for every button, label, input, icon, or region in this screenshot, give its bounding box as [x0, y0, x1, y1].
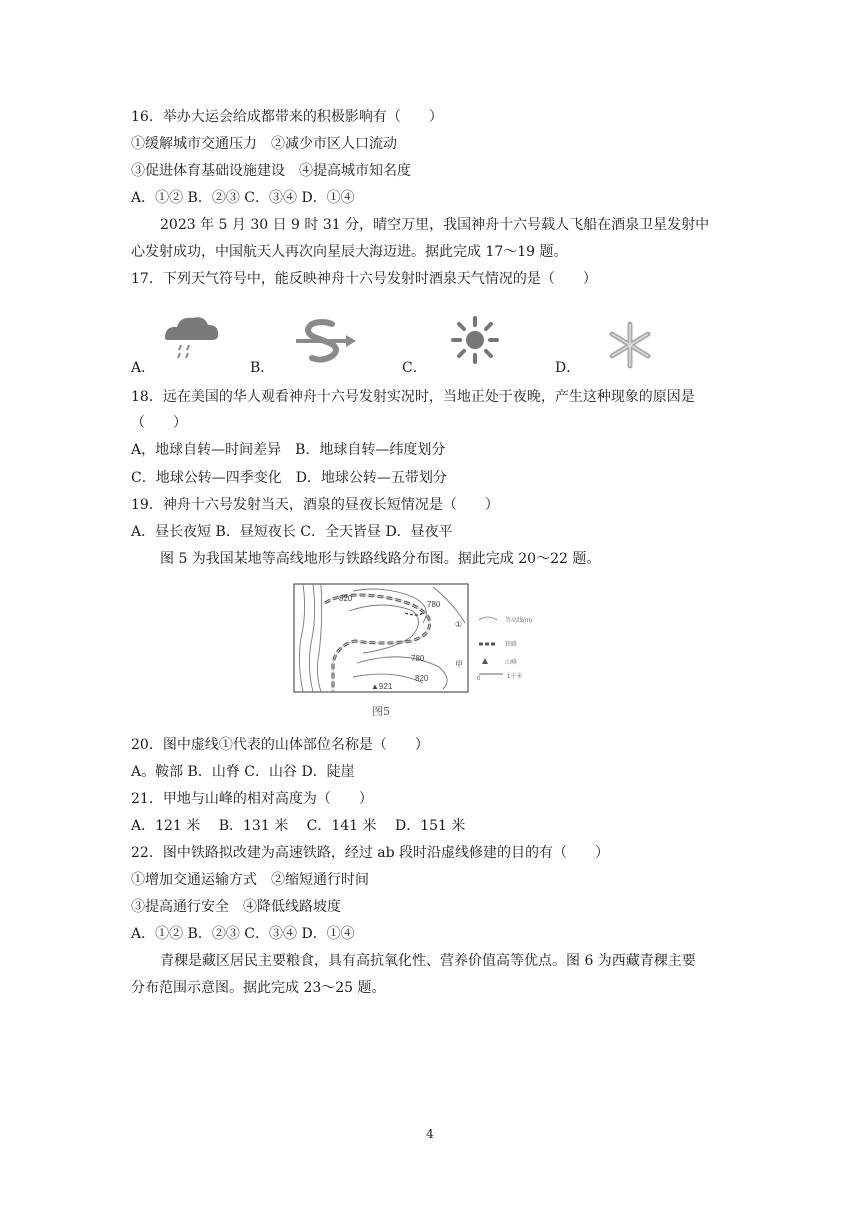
- contour-map-figure: [293, 583, 469, 693]
- passage-line: 青稞是藏区居民主要粮食，具有高抗氧化性、营养价值高等优点。图 6 为西藏青稞主要: [160, 953, 696, 969]
- marker-label: ①: [455, 620, 463, 629]
- legend-contour: 等高线(m): [505, 618, 532, 624]
- option-label-d: D．: [555, 360, 581, 376]
- q16-option-line: ③促进体育基础设施建设 ④提高城市知名度: [131, 163, 411, 179]
- legend-scale: 1千米: [507, 674, 523, 680]
- contour-label: 820: [339, 594, 353, 603]
- option-label-b: B．: [250, 360, 275, 376]
- q16-option-line: ①缓解城市交通压力 ②减少市区人口流动: [131, 136, 397, 152]
- rain-cloud-icon: [160, 313, 222, 363]
- legend-rail: 铁路: [505, 642, 518, 648]
- q16-choices: A．①② B．②③ C．③④ D．①④: [131, 190, 355, 206]
- q22-choices: A．①② B．②③ C．③④ D．①④: [131, 926, 355, 942]
- q21-stem: 21．甲地与山峰的相对高度为（ ）: [131, 791, 373, 807]
- passage-line: 心发射成功，中国航天人再次向星辰大海迈进。据此完成 17～19 题。: [131, 244, 568, 260]
- q18-option-line: C．地球公转—四季变化 D．地球公转—五带划分: [131, 470, 447, 486]
- option-label-a: A．: [131, 360, 156, 376]
- typhoon-icon: [292, 318, 358, 366]
- jia-label: 甲: [455, 660, 463, 669]
- q22-option-line: ①增加交通运输方式 ②缩短通行时间: [131, 872, 369, 888]
- q18-stem: 18．远在美国的华人观看神舟十六号发射实况时，当地正处于夜晚，产生这种现象的原因是: [131, 389, 695, 405]
- legend-peak: 山峰: [505, 660, 518, 666]
- option-label-c: C．: [402, 360, 427, 376]
- passage-line: 2023 年 5 月 30 日 9 时 31 分，晴空万里，我国神舟十六号载人飞船在酒泉卫星发射中: [160, 217, 710, 233]
- passage-contour: 图 5 为我国某地等高线地形与铁路线路分布图。据此完成 20～22 题。: [160, 551, 601, 567]
- q21-choices: A．121 米 B．131 米 C．141 米 D．151 米: [131, 818, 466, 834]
- passage-line: 分布范围示意图。据此完成 23～25 题。: [131, 980, 386, 996]
- contour-label: 780: [411, 654, 425, 663]
- figure-caption: 图5: [372, 705, 390, 718]
- contour-label: 820: [415, 674, 429, 683]
- q20-stem: 20．图中虚线①代表的山体部位名称是（ ）: [131, 737, 429, 753]
- q16-stem: 16．举办大运会给成都带来的积极影响有（ ）: [131, 109, 443, 125]
- peak-label: ▲921: [371, 682, 393, 691]
- snowflake-icon: [600, 320, 660, 370]
- sun-icon: [451, 316, 499, 364]
- q19-stem: 19．神舟十六号发射当天，酒泉的昼夜长短情况是（ ）: [131, 497, 499, 513]
- q18-option-line: A，地球自转—时间差异 B．地球自转—纬度划分: [131, 442, 446, 458]
- contour-label: 780: [427, 600, 441, 609]
- q19-choices: A．昼长夜短 B．昼短夜长 C．全天皆昼 D．昼夜平: [131, 524, 453, 540]
- scale-zero: 0: [477, 676, 481, 682]
- map-legend: [475, 610, 545, 682]
- page-number: 4: [426, 1127, 434, 1141]
- q20-choices: A。鞍部 B．山脊 C．山谷 D．陡崖: [131, 764, 355, 780]
- q22-stem: 22．图中铁路拟改建为高速铁路，经过 ab 段时沿虚线修建的目的有（ ）: [131, 845, 610, 861]
- q22-option-line: ③提高通行安全 ④降低线路坡度: [131, 899, 341, 915]
- q18-stem: （ ）: [131, 415, 187, 431]
- q17-stem: 17．下列天气符号中，能反映神舟十六号发射时酒泉天气情况的是（ ）: [131, 271, 597, 287]
